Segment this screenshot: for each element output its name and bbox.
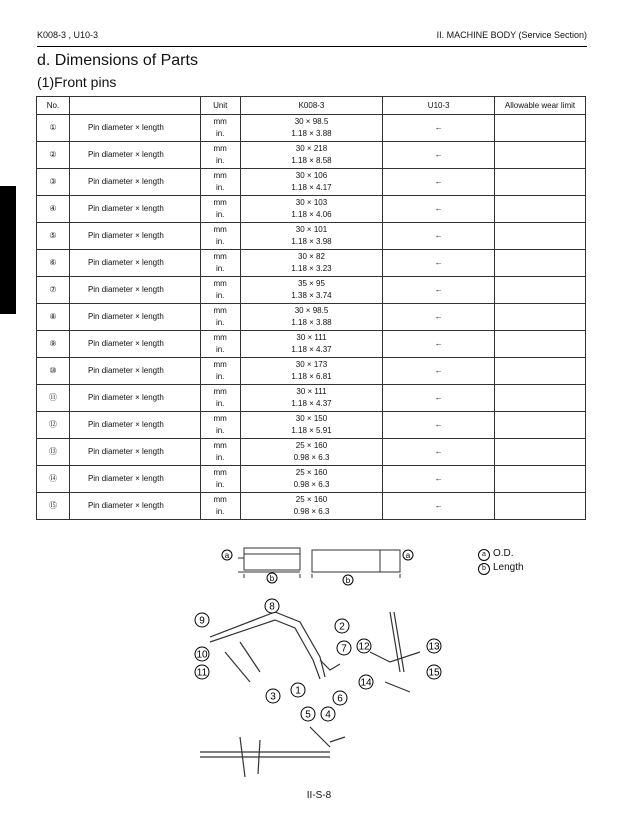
- row-u10-3-value: ←: [383, 250, 495, 277]
- row-wear-limit: [495, 358, 586, 385]
- row-k008-3-value: 30 × 106 1.18 × 4.17: [240, 169, 383, 196]
- row-k008-3-value: 35 × 95 1.38 × 3.74: [240, 277, 383, 304]
- callout-label-14: 14: [360, 677, 372, 689]
- diagram-legend: [478, 547, 524, 575]
- table-row: [37, 142, 586, 169]
- row-wear-limit: [495, 493, 586, 520]
- mark-a-right: a: [405, 551, 411, 560]
- row-wear-limit: [495, 223, 586, 250]
- table-row: [37, 358, 586, 385]
- table-row: [37, 439, 586, 466]
- row-description: Pin diameter × length: [69, 277, 200, 304]
- row-unit: mm in.: [200, 385, 240, 412]
- callout-label-11: 11: [196, 667, 208, 679]
- row-unit: mm in.: [200, 277, 240, 304]
- row-u10-3-value: ←: [383, 412, 495, 439]
- row-wear-limit: [495, 331, 586, 358]
- row-description: Pin diameter × length: [69, 196, 200, 223]
- table-row: [37, 331, 586, 358]
- bucket-linkage-drawing: [370, 612, 420, 692]
- mark-b-right: b: [345, 576, 351, 585]
- callout-label-13: 13: [428, 641, 440, 653]
- side-tab-marker: [0, 186, 16, 314]
- row-k008-3-value: 30 × 98.5 1.18 × 3.88: [240, 115, 383, 142]
- row-u10-3-value: ←: [383, 115, 495, 142]
- row-unit: mm in.: [200, 466, 240, 493]
- callout-label-10: 10: [196, 649, 208, 661]
- row-number: ⑬: [37, 439, 70, 466]
- table-row: [37, 466, 586, 493]
- row-number: ⑦: [37, 277, 70, 304]
- col-no: No.: [37, 97, 70, 115]
- front-pins-diagram: [180, 542, 600, 787]
- row-wear-limit: [495, 142, 586, 169]
- row-k008-3-value: 30 × 103 1.18 × 4.06: [240, 196, 383, 223]
- row-unit: mm in.: [200, 304, 240, 331]
- row-k008-3-value: 30 × 111 1.18 × 4.37: [240, 331, 383, 358]
- callout-label-6: 6: [337, 693, 343, 705]
- table-row: [37, 412, 586, 439]
- callout-label-9: 9: [199, 615, 205, 627]
- row-unit: mm in.: [200, 196, 240, 223]
- row-u10-3-value: ←: [383, 331, 495, 358]
- row-k008-3-value: 30 × 101 1.18 × 3.98: [240, 223, 383, 250]
- table-row: [37, 493, 586, 520]
- page-header: [37, 26, 587, 47]
- mark-a-left: a: [224, 551, 230, 560]
- row-wear-limit: [495, 385, 586, 412]
- legend-length: b Length: [478, 561, 524, 575]
- row-description: Pin diameter × length: [69, 304, 200, 331]
- row-k008-3-value: 25 × 160 0.98 × 6.3: [240, 493, 383, 520]
- row-description: Pin diameter × length: [69, 115, 200, 142]
- col-u10-3: U10-3: [383, 97, 495, 115]
- row-description: Pin diameter × length: [69, 493, 200, 520]
- table-row: [37, 223, 586, 250]
- table-row: [37, 169, 586, 196]
- row-wear-limit: [495, 169, 586, 196]
- row-wear-limit: [495, 466, 586, 493]
- row-u10-3-value: ←: [383, 385, 495, 412]
- row-unit: mm in.: [200, 439, 240, 466]
- col-unit: Unit: [200, 97, 240, 115]
- row-u10-3-value: ←: [383, 358, 495, 385]
- row-k008-3-value: 30 × 173 1.18 × 6.81: [240, 358, 383, 385]
- row-u10-3-value: ←: [383, 439, 495, 466]
- row-unit: mm in.: [200, 412, 240, 439]
- row-k008-3-value: 30 × 98.5 1.18 × 3.88: [240, 304, 383, 331]
- row-wear-limit: [495, 439, 586, 466]
- table-row: [37, 196, 586, 223]
- row-k008-3-value: 30 × 150 1.18 × 5.91: [240, 412, 383, 439]
- row-number: ③: [37, 169, 70, 196]
- section-title: d. Dimensions of Parts: [37, 52, 198, 69]
- row-wear-limit: [495, 250, 586, 277]
- row-description: Pin diameter × length: [69, 169, 200, 196]
- row-u10-3-value: ←: [383, 223, 495, 250]
- callout-label-7: 7: [341, 643, 347, 655]
- row-unit: mm in.: [200, 142, 240, 169]
- table-header-row: [37, 97, 586, 115]
- table-row: [37, 385, 586, 412]
- row-wear-limit: [495, 412, 586, 439]
- row-description: Pin diameter × length: [69, 223, 200, 250]
- callout-label-8: 8: [269, 601, 275, 613]
- row-number: ④: [37, 196, 70, 223]
- boom-arm-drawing: [210, 612, 340, 682]
- row-u10-3-value: ←: [383, 493, 495, 520]
- legend-od: a O.D.: [478, 547, 524, 561]
- row-number: ⑭: [37, 466, 70, 493]
- row-unit: mm in.: [200, 493, 240, 520]
- row-k008-3-value: 30 × 218 1.18 × 8.58: [240, 142, 383, 169]
- table-row: [37, 250, 586, 277]
- row-wear-limit: [495, 196, 586, 223]
- row-wear-limit: [495, 304, 586, 331]
- row-u10-3-value: ←: [383, 277, 495, 304]
- row-u10-3-value: ←: [383, 304, 495, 331]
- row-unit: mm in.: [200, 169, 240, 196]
- row-k008-3-value: 30 × 111 1.18 × 4.37: [240, 385, 383, 412]
- row-number: ⑥: [37, 250, 70, 277]
- header-section: II. MACHINE BODY (Service Section): [436, 30, 587, 40]
- row-u10-3-value: ←: [383, 196, 495, 223]
- callout-label-12: 12: [358, 641, 370, 653]
- row-k008-3-value: 25 × 160 0.98 × 6.3: [240, 466, 383, 493]
- row-unit: mm in.: [200, 358, 240, 385]
- front-pins-table: [36, 96, 586, 520]
- pin-illustration-2: [312, 550, 400, 578]
- row-wear-limit: [495, 115, 586, 142]
- row-number: ⑤: [37, 223, 70, 250]
- lower-cylinder-drawing: [200, 727, 345, 777]
- callout-label-1: 1: [295, 685, 301, 697]
- row-description: Pin diameter × length: [69, 358, 200, 385]
- row-u10-3-value: ←: [383, 169, 495, 196]
- row-unit: mm in.: [200, 331, 240, 358]
- row-unit: mm in.: [200, 223, 240, 250]
- row-number: ⑨: [37, 331, 70, 358]
- row-u10-3-value: ←: [383, 142, 495, 169]
- col-wear-limit: Allowable wear limit: [495, 97, 586, 115]
- page-number: II-S-8: [306, 790, 332, 801]
- row-number: ⑧: [37, 304, 70, 331]
- row-number: ⑩: [37, 358, 70, 385]
- callout-label-3: 3: [270, 691, 276, 703]
- table-row: [37, 304, 586, 331]
- table-row: [37, 115, 586, 142]
- row-number: ②: [37, 142, 70, 169]
- col-description: [69, 97, 200, 115]
- callout-label-4: 4: [325, 709, 331, 721]
- row-number: ⑪: [37, 385, 70, 412]
- row-wear-limit: [495, 277, 586, 304]
- row-u10-3-value: ←: [383, 466, 495, 493]
- row-unit: mm in.: [200, 250, 240, 277]
- row-number: ⑫: [37, 412, 70, 439]
- subsection-title: (1)Front pins: [37, 74, 117, 90]
- header-model: K008-3 , U10-3: [37, 30, 99, 40]
- row-description: Pin diameter × length: [69, 142, 200, 169]
- row-description: Pin diameter × length: [69, 439, 200, 466]
- callout-label-15: 15: [428, 667, 440, 679]
- row-description: Pin diameter × length: [69, 412, 200, 439]
- callout-label-5: 5: [305, 709, 311, 721]
- row-description: Pin diameter × length: [69, 250, 200, 277]
- row-number: ⑮: [37, 493, 70, 520]
- row-description: Pin diameter × length: [69, 331, 200, 358]
- row-number: ①: [37, 115, 70, 142]
- row-k008-3-value: 30 × 82 1.18 × 3.23: [240, 250, 383, 277]
- table-row: [37, 277, 586, 304]
- mark-b-left: b: [269, 574, 275, 583]
- col-k008-3: K008-3: [240, 97, 383, 115]
- row-description: Pin diameter × length: [69, 466, 200, 493]
- callout-label-2: 2: [339, 621, 345, 633]
- row-description: Pin diameter × length: [69, 385, 200, 412]
- row-k008-3-value: 25 × 160 0.98 × 6.3: [240, 439, 383, 466]
- row-unit: mm in.: [200, 115, 240, 142]
